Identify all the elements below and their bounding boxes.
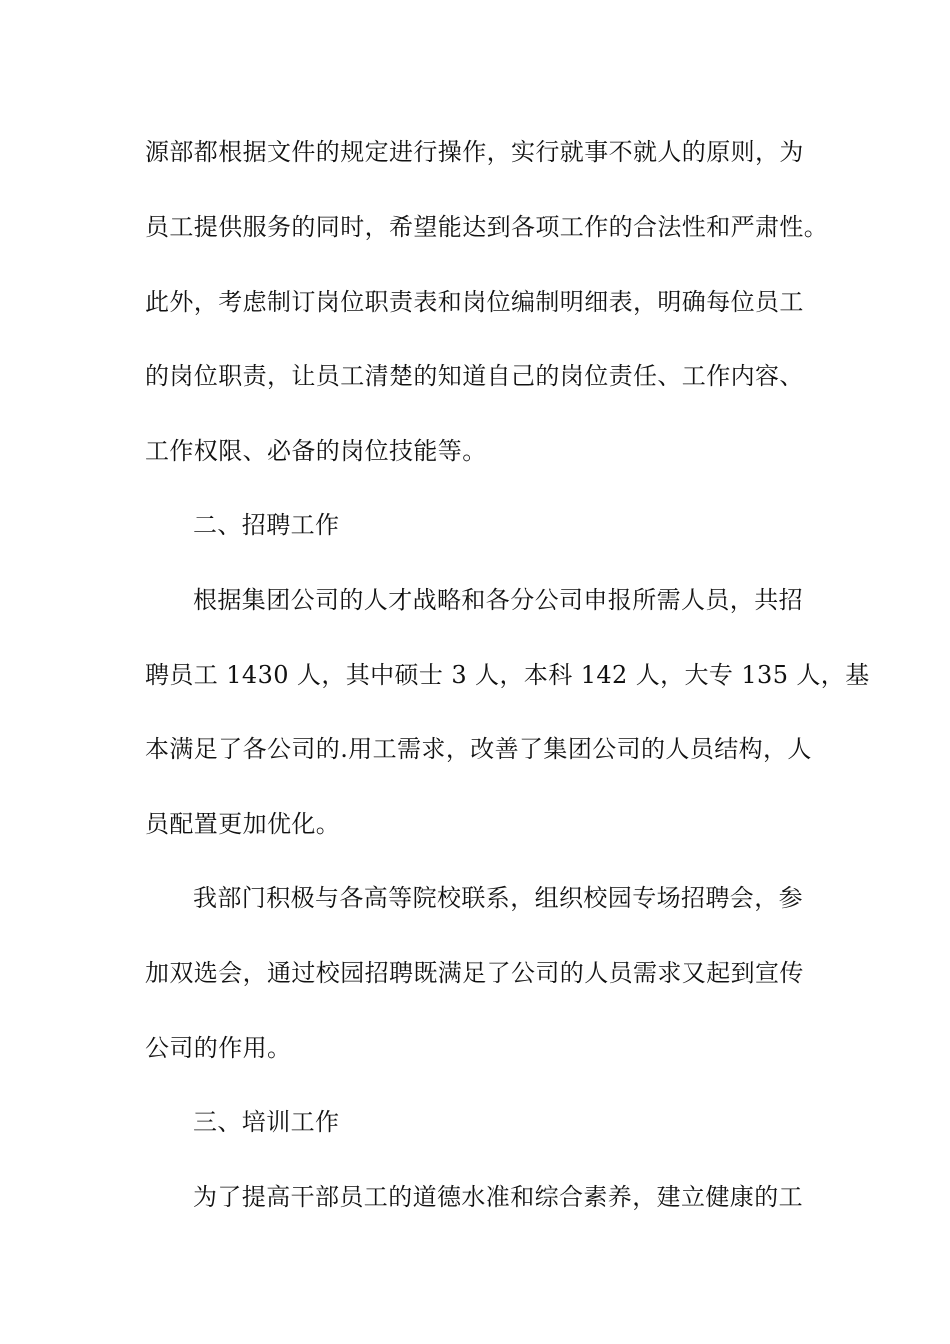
section-heading: 二、招聘工作 xyxy=(193,511,340,539)
paragraph-line: 员配置更加优化。 xyxy=(145,810,341,838)
paragraph-line: 工作权限、必备的岗位技能等。 xyxy=(145,437,487,465)
paragraph-line: 我部门积极与各高等院校联系，组织校园专场招聘会，参 xyxy=(193,884,803,912)
paragraph-line: 员工提供服务的同时，希望能达到各项工作的合法性和严肃性。 xyxy=(145,213,829,241)
section-heading: 三、培训工作 xyxy=(193,1108,340,1136)
paragraph-line: 聘员工 1430 人，其中硕士 3 人，本科 142 人，大专 135 人，基 xyxy=(145,661,870,689)
paragraph-line: 源部都根据文件的规定进行操作，实行就事不就人的原则，为 xyxy=(145,138,804,166)
paragraph-line: 为了提高干部员工的道德水准和综合素养，建立健康的工 xyxy=(193,1183,803,1211)
paragraph-line: 本满足了各公司的.用工需求，改善了集团公司的人员结构，人 xyxy=(145,735,812,763)
paragraph-line: 的岗位职责，让员工清楚的知道自己的岗位责任、工作内容、 xyxy=(145,362,804,390)
paragraph-line: 根据集团公司的人才战略和各分公司申报所需人员，共招 xyxy=(193,586,803,614)
paragraph-line: 加双选会，通过校园招聘既满足了公司的人员需求又起到宣传 xyxy=(145,959,804,987)
paragraph-line: 此外，考虑制订岗位职责表和岗位编制明细表，明确每位员工 xyxy=(145,288,804,316)
paragraph-line: 公司的作用。 xyxy=(145,1034,292,1062)
